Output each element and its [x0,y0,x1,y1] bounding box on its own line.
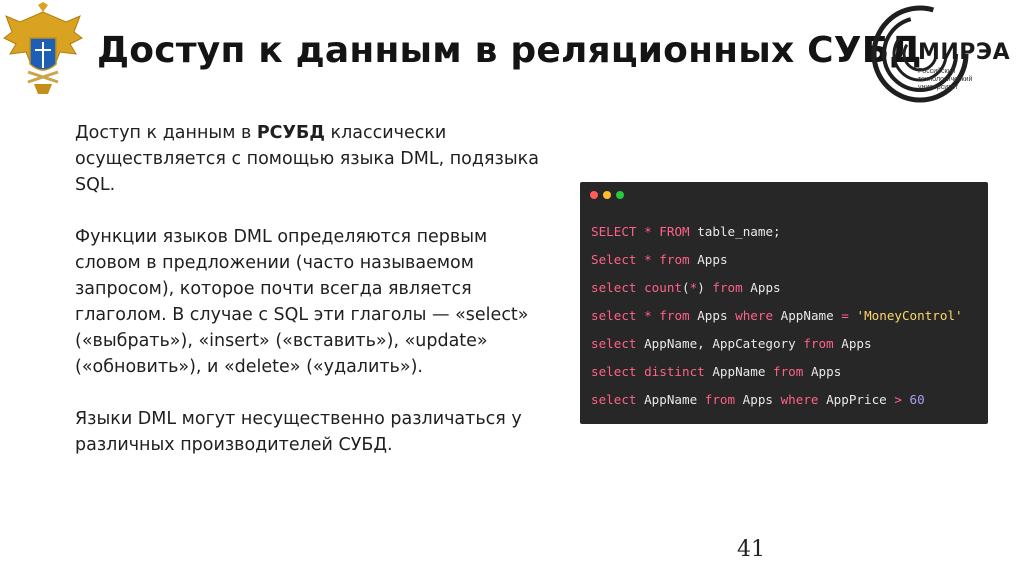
code-token: select [591,280,637,295]
code-line [591,390,963,418]
code-token: select [591,392,637,407]
code-token: Apps [735,392,781,407]
code-token: from [773,364,804,379]
code-token: Apps [742,280,781,295]
code-token [637,252,645,267]
code-token: distinct [644,364,705,379]
close-dot-icon [590,191,598,199]
code-token: table_name; [689,224,781,239]
intro-text-start: Доступ к данным в [75,123,257,143]
code-token [637,364,645,379]
mirea-logo-subtitle: Российский технологический университет [918,68,973,91]
code-token: = [841,308,849,323]
code-token: Apps [689,252,728,267]
intro-text-end: классически осуществляется с помощью языка DML, подязыка SQL. [75,123,539,195]
code-token: FROM [659,224,690,239]
code-token: > [894,392,902,407]
code-token: AppName [636,392,705,407]
code-token: count [644,280,683,295]
code-token: * [644,252,652,267]
paragraph-dml-functions: Функции языков DML определяются первым словом в предложении (часто называемом запросом), которое почти всегда является глаголом. В случае с SQL эти глаголы — «select» («выбрать»), «insert» («вставить»), «update» («обновить»), и «delete» («удалить»). [75,227,529,377]
code-line [591,250,963,278]
body-text [75,120,545,484]
window-controls [590,191,624,199]
code-token: * [644,308,652,323]
code-token: AppPrice [818,392,895,407]
mirea-logo-text: МИРЭА [918,40,1011,65]
mirea-logo [868,2,1024,106]
code-line [591,306,963,334]
code-token [637,280,645,295]
code-token [637,308,645,323]
paragraph-dml-vendors: Языки DML могут несущественно различаться у различных производителей СУБД. [75,409,522,455]
code-lines [591,222,963,418]
code-token [637,224,645,239]
code-token: where [780,392,819,407]
code-token: SELECT [591,224,637,239]
code-token [902,392,910,407]
ministry-emblem-icon [0,2,86,98]
code-token: AppName, AppCategory [636,336,804,351]
code-token: 'MoneyControl' [856,308,963,323]
code-window [580,182,988,424]
code-line [591,278,963,306]
code-token: * [689,280,698,295]
code-token: Apps [803,364,842,379]
code-line [591,222,963,250]
minimize-dot-icon [603,191,611,199]
code-token: select [591,364,637,379]
code-token: ( [682,280,690,295]
code-token: select [591,308,637,323]
slide-title: Доступ к данным в реляционных СУБД [97,30,922,71]
code-token: Apps [689,308,736,323]
code-token: from [803,336,834,351]
code-token: where [735,308,774,323]
code-token: from [712,280,743,295]
code-token: AppName [773,308,842,323]
code-line [591,334,963,362]
code-token: Apps [833,336,872,351]
intro-text-bold: РСУБД [256,123,325,143]
code-token: 60 [909,392,925,407]
code-token: * [644,224,652,239]
code-token: AppName [704,364,774,379]
code-token: Select [591,252,637,267]
code-token: from [704,392,736,407]
code-line [591,362,963,390]
code-token: from [659,252,690,267]
code-token: from [659,308,690,323]
paragraph-intro [75,120,545,198]
page-number: 41 [737,537,765,562]
code-token: select [591,336,637,351]
code-token: ) [697,280,713,295]
maximize-dot-icon [616,191,624,199]
